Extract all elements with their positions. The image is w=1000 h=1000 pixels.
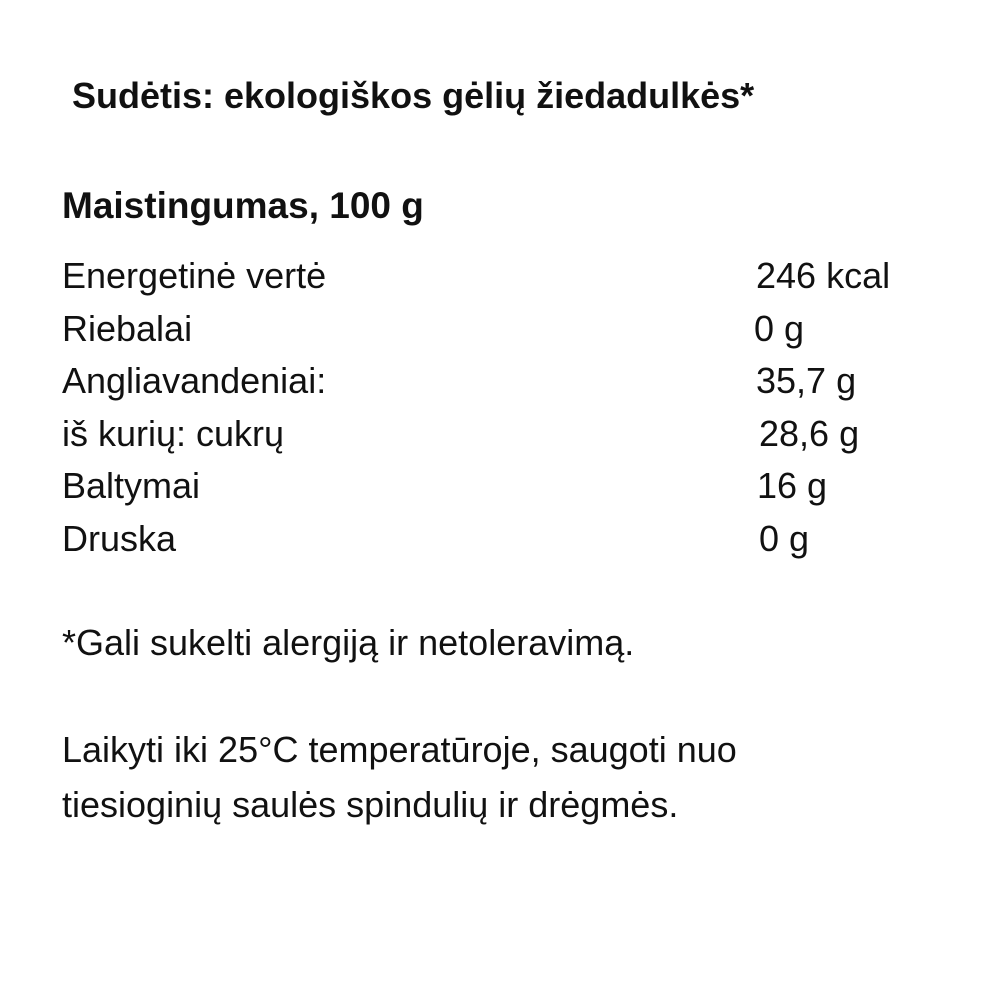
nutrition-row-energy [62,250,942,303]
storage-line: tiesioginių saulės spindulių ir drėgmės. [62,784,679,825]
nutrition-value: 0 g [759,517,810,559]
nutrition-row-fat [62,303,942,356]
nutrition-row-carbohydrates [62,355,942,408]
nutrition-value: 35,7 g [756,360,857,401]
nutrition-row-protein [62,460,942,513]
ingredients-heading: Sudėtis: ekologiškos gėlių žiedadulkės* [72,75,755,116]
nutrition-value: 28,6 g [759,412,860,454]
nutrition-label: iš kurių: cukrų [62,412,285,454]
nutrition-value: 16 g [757,465,828,506]
nutrition-table [62,250,942,565]
nutrition-value: 0 g [754,307,805,349]
nutrition-label: Riebalai [62,307,193,349]
nutrition-label: Energetinė vertė [62,255,327,296]
nutrition-label: Baltymai [62,465,201,506]
storage-line: Laikyti iki 25°C temperatūroje, saugoti nuo [62,729,737,770]
storage-instructions [62,722,737,832]
nutrition-row-salt [62,513,942,566]
nutrition-label: Druska [62,517,177,559]
allergy-note: *Gali sukelti alergiją ir netoleravimą. [62,622,635,663]
nutrition-row-sugars [62,408,942,461]
nutrition-label: Angliavandeniai: [62,360,327,401]
nutrition-title: Maistingumas, 100 g [62,185,424,226]
nutrition-value: 246 kcal [756,255,891,296]
